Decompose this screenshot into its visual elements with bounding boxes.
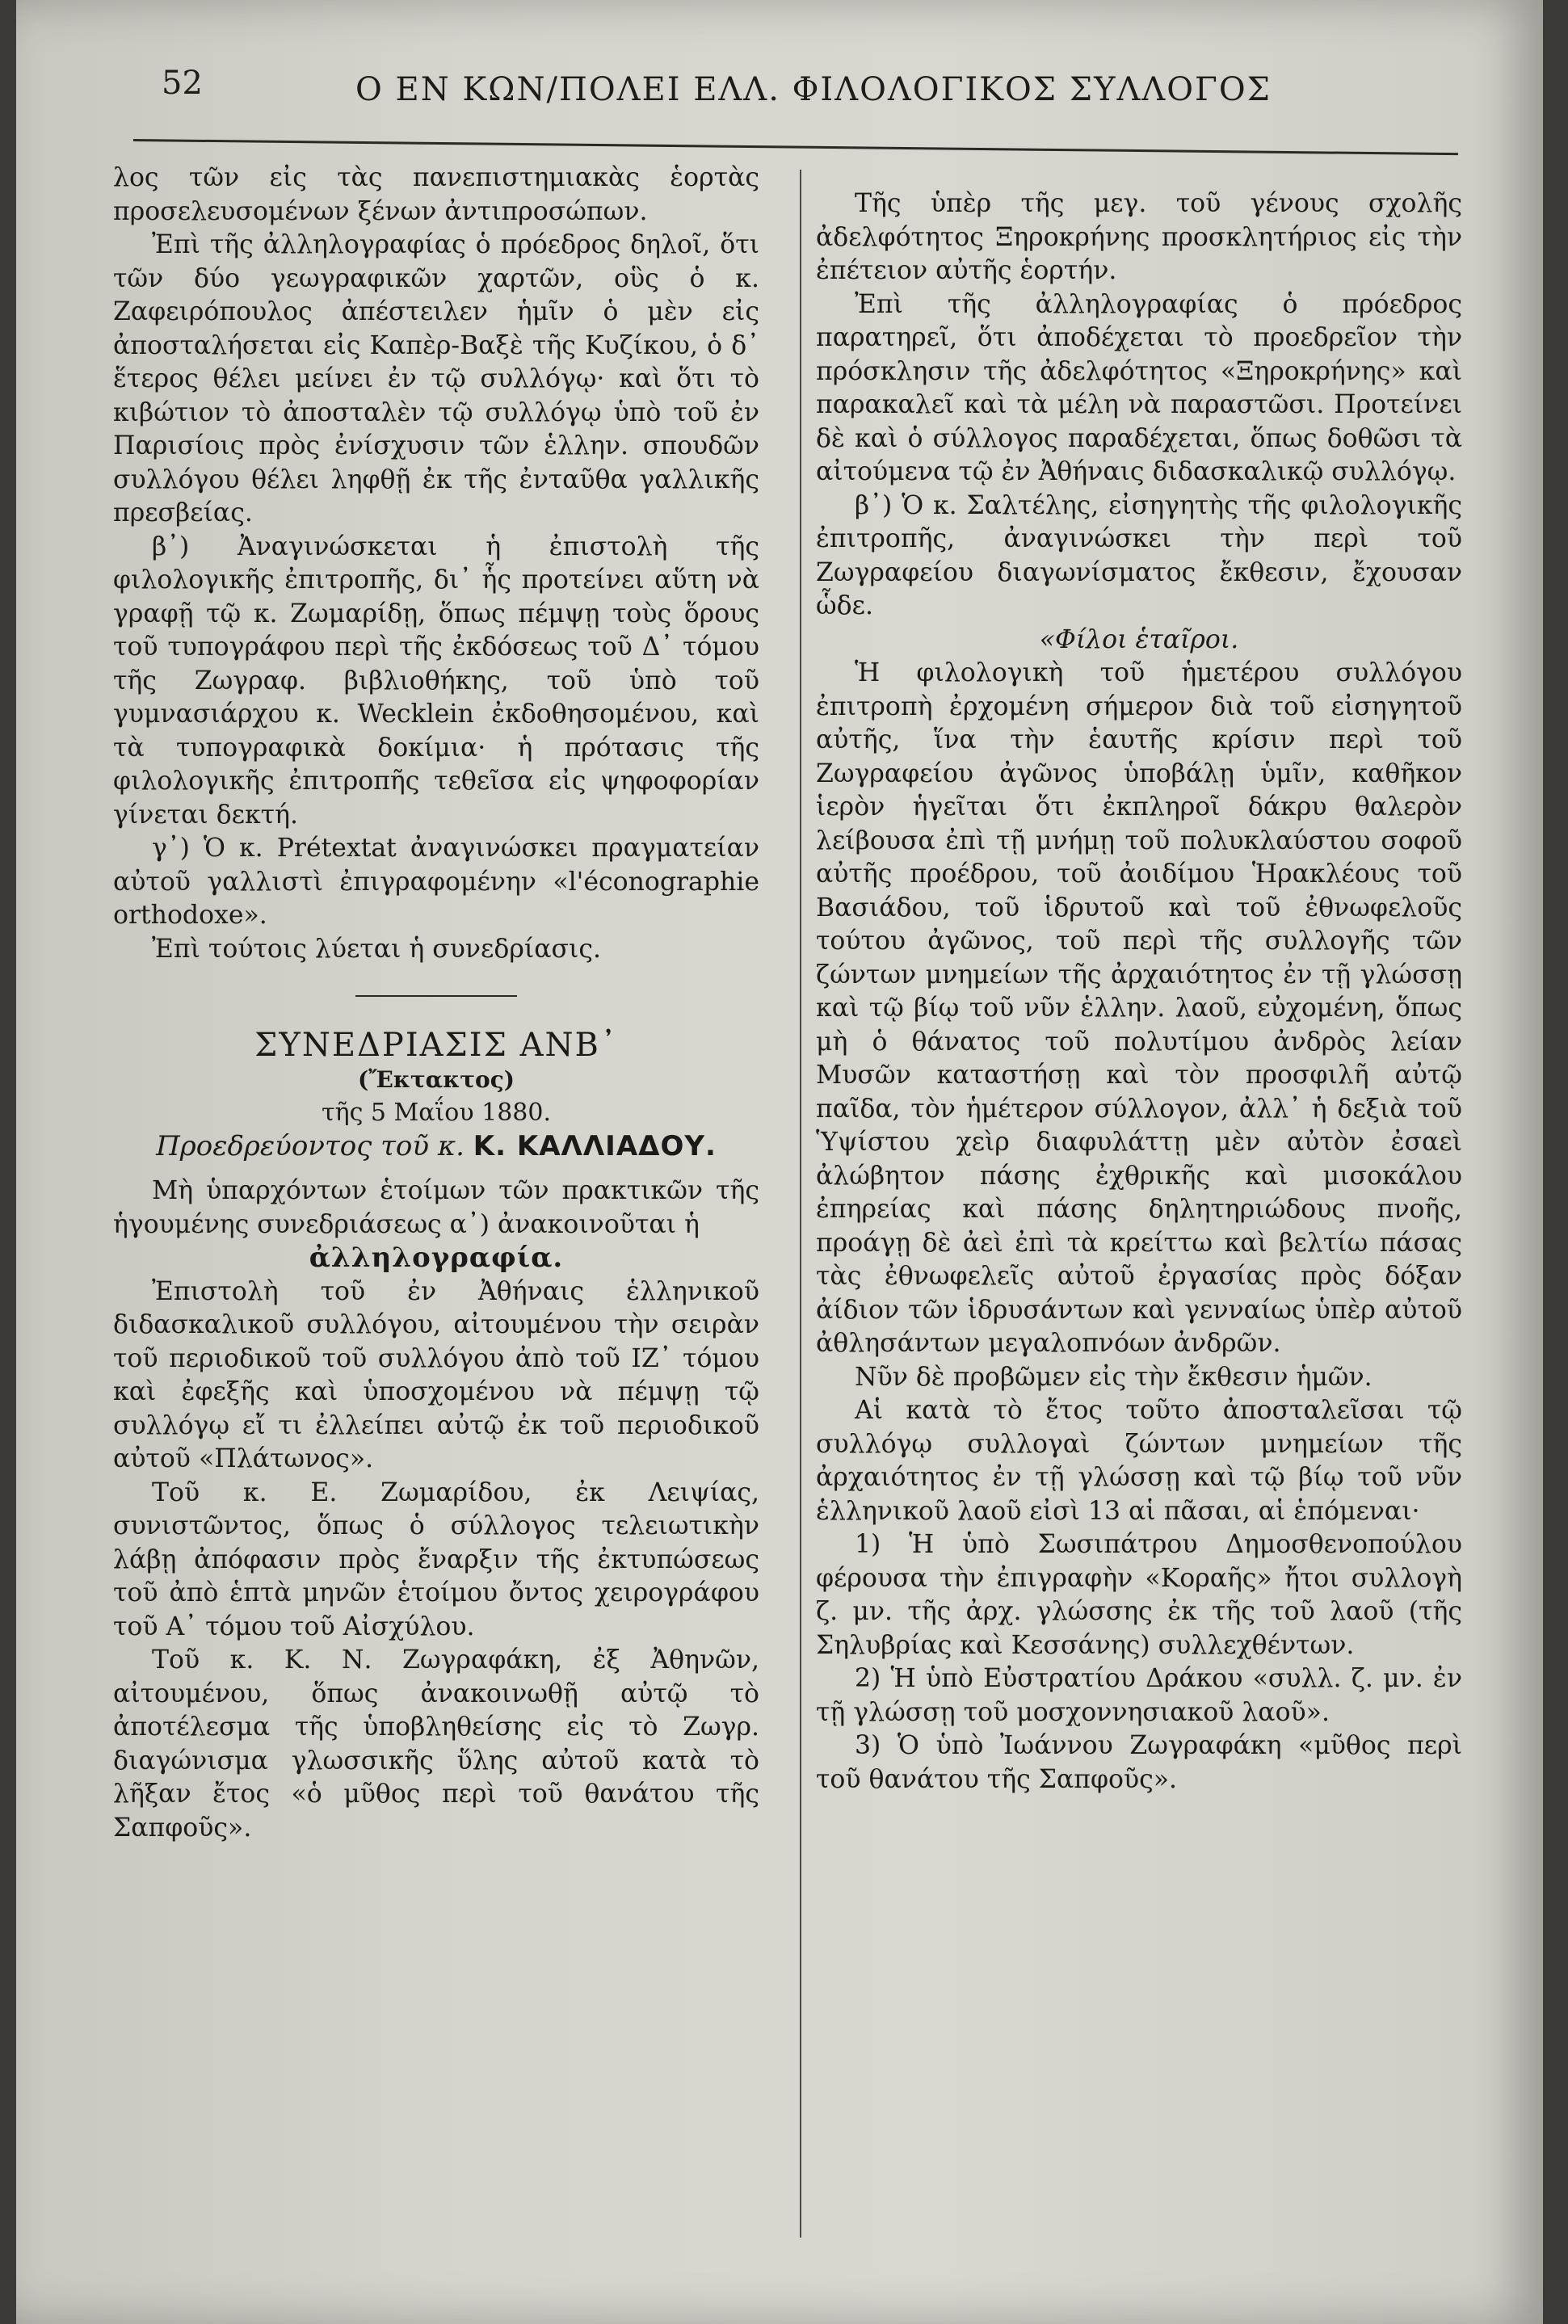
paragraph: Ἐπὶ τούτοις λύεται ἡ συνεδρίασις. (152, 934, 601, 964)
paragraph: Αἱ κατὰ τὸ ἔτος τοῦτο ἀποσταλεῖσαι τῷ συλλόγῳ συλλογαὶ ζώντων μνημείων τῆς ἀρχαιότητος ἐν τῇ γλώσσῃ καὶ τῷ βίῳ τοῦ νῦν ἑλληνικοῦ λαοῦ εἰσὶ 13 αἱ πᾶσαι, αἱ ἑπόμεναι· (816, 1396, 1462, 1526)
paragraph: Τῆς ὑπὲρ τῆς μεγ. τοῦ γένους σχολῆς ἀδελφότητος Ξηροκρήνης προσκλητήριος εἰς τὴν ἐπέτειον αὐτῆς ἑορτήν. (816, 189, 1462, 285)
paragraph: γ᾽) Ὁ κ. Prétextat ἀναγινώσκει πραγματείαν αὐτοῦ γαλλιστὶ ἐπιγραφομένην «l'éconographie orthodoxe». (113, 834, 759, 930)
paragraph: β᾽) Ἀναγινώσκεται ἡ ἐπιστολὴ τῆς φιλολογικῆς ἐπιτροπῆς, δι᾽ ἧς προτείνει αὕτη νὰ γραφῇ τῷ κ. Ζωμαρίδῃ, ὅπως πέμψῃ τοὺς ὅρους τοῦ τυπογράφου περὶ τῆς ἐκδόσεως τοῦ Δ᾽ τόμου τῆς Ζωγραφ. βιβλιοθήκης, τοῦ ὑπὸ τοῦ γυμνασιάρχου κ. Wecklein ἐκδοθησομένου, καὶ τὰ τυπογραφικὰ δοκίμια· ἡ πρότασις τῆς φιλολογικῆς ἐπιτροπῆς τεθεῖσα εἰς ψηφοφορίαν γίνεται δεκτή. (113, 532, 759, 830)
paragraph: Τοῦ κ. Κ. Ν. Ζωγραφάκη, ἐξ Ἀθηνῶν, αἰτουμένου, ὅπως ἀνακοινωθῇ αὐτῷ τὸ ἀποτέλεσμα τῆς ὑποβληθείσης εἰς τὸ Ζωγρ. διαγώνισμα γλωσσικῆς ὕλης αὐτοῦ κατὰ τὸ λῆξαν ἔτος «ὁ μῦθος περὶ τοῦ θανάτου τῆς Σαπφοῦς». (113, 1645, 759, 1843)
running-title: Ο ΕΝ ΚΩΝ/ΠΟΛΕΙ ΕΛΛ. ΦΙΛΟΛΟΓΙΚΟΣ ΣΥΛΛΟΓΟΣ (355, 71, 1272, 108)
list-item: 3) Ὁ ὑπὸ Ἰωάννου Ζωγραφάκη «μῦθος περὶ τοῦ θανάτου τῆς Σαπφοῦς». (816, 1731, 1462, 1794)
section-date: τῆς 5 Μαΐου 1880. (322, 1099, 551, 1127)
paragraph: Νῦν δὲ προβῶμεν εἰς τὴν ἔκθεσιν ἡμῶν. (855, 1362, 1373, 1392)
section-subtitle: (Ἔκτακτος) (357, 1065, 515, 1093)
paragraph: β᾽) Ὁ κ. Σαλτέλης, εἰσηγητὴς τῆς φιλολογικῆς ἐπιτροπῆς, ἀναγινώσκει τὴν περὶ τοῦ Ζωγραφείου διαγωνίσματος ἔκθεσιν, ἔχουσαν ὧδε. (816, 490, 1462, 620)
paragraph: Ἡ φιλολογικὴ τοῦ ἡμετέρου συλλόγου ἐπιτροπὴ ἐρχομένη σήμερον διὰ τοῦ εἰσηγητοῦ αὐτῆς, ἵνα τὴν ἑαυτῆς κρίσιν περὶ τοῦ Ζωγραφείου ἀγῶνος ὑποβάλῃ ὑμῖν, καθῆκον ἱερὸν ἡγεῖται ὅτι ἐκπληροῖ δάκρυ θαλερὸν λείβουσα ἐπὶ τῇ μνήμῃ τοῦ πολυκλαύστου σοφοῦ αὐτῆς προέδρου, τοῦ ἀοιδίμου Ἡρακλέους τοῦ Βασιάδου, τοῦ ἱδρυτοῦ καὶ τοῦ ἐθνωφελοῦς τούτου ἀγῶνος, τοῦ περὶ τῆς συλλογῆς τῶν ζώντων μνημείων τῆς ἀρχαιότητος ἐν τῇ γλώσσῃ καὶ τῷ βίῳ τοῦ νῦν ἑλλην. λαοῦ, εὐχομένη, ὅπως μὴ ὁ θάνατος τοῦ πολυτίμου ἀνδρὸς λείαν Μυσῶν καταστήσῃ καὶ τὸν προσφιλῆ αὐτῷ παῖδα, τὸν ἡμέτερον σύλλογον, ἀλλ᾽ ἡ δεξιὰ τοῦ Ὑψίστου χεὶρ διαφυλάττῃ μὲν αὐτὸν ἐσαεὶ ἀλώβητον πάσης ἐχθρικῆς καὶ μισοκάλου ἐπηρείας καὶ πάσης δηλητηριώδους πνοῆς, προάγῃ δὲ ἀεὶ ἐπὶ τὰ κρείττω καὶ βελτίω πάσας τὰς ἐθνωφελεῖς αὐτοῦ ἐργασίας πρὸς δόξαν ἀίδιον τῶν ἱδρυσάντων καὶ γενναίως ὑπὲρ αὐτοῦ ἀθλησάντων μεγαλοπνόων ἀνδρῶν. (816, 658, 1462, 1358)
column-divider (800, 170, 801, 2238)
list-item: 1) Ἡ ὑπὸ Σωσιπάτρου Δημοσθενοπούλου φέρουσα τὴν ἐπιγραφὴν «Κοραῆς» ἤτοι συλλογὴ ζ. μν. τῆς ἀρχ. γλώσσης ἐκ τῆς τοῦ λαοῦ (τῆς Σηλυβρίας καὶ Κεσσάνης) συλλεχθέντων. (816, 1530, 1462, 1660)
president-label: Προεδρεύοντος τοῦ κ. (156, 1129, 465, 1162)
paragraph: Τοῦ κ. Ε. Ζωμαρίδου, ἐκ Λειψίας, συνιστῶντος, ὅπως ὁ σύλλογος τελειωτικὴν λάβῃ ἀπόφασιν πρὸς ἔναρξιν τῆς ἐκτυπώσεως τοῦ ἀπὸ ἑπτὰ μηνῶν ἑτοίμου ὄντος χειρογράφου τοῦ Α᾽ τόμου τοῦ Αἰσχύλου. (113, 1477, 759, 1641)
section-title: ΣΥΝΕΔΡΙΑΣΙΣ ΑΝΒ᾽ (254, 1027, 618, 1064)
running-header (162, 65, 1309, 129)
paragraph: λος τῶν εἰς τὰς πανεπιστημιακὰς ἑορτὰς προσελευσομένων ξένων ἀντιπροσώπων. (113, 163, 759, 226)
paragraph: Ἐπιστολὴ τοῦ ἐν Ἀθήναις ἑλληνικοῦ διδασκαλικοῦ συλλόγου, αἰτουμένου τὴν σειρὰν τοῦ περιοδικοῦ τοῦ συλλόγου ἀπὸ τοῦ ΙΖ᾽ τόμου καὶ ἐφεξῆς καὶ ὑποσχομένου νὰ πέμψῃ τῷ συλλόγῳ εἴ τι ἐλλείπει αὐτῷ ἐκ τοῦ περιοδικοῦ αὐτοῦ «Πλάτωνος». (113, 1276, 759, 1473)
section-divider (355, 995, 517, 997)
paragraph: Ἐπὶ τῆς ἀλληλογραφίας ὁ πρόεδρος δηλοῖ, ὅτι τῶν δύο γεωγραφικῶν χαρτῶν, οὓς ὁ κ. Ζαφειρόπουλος ἀπέστειλεν ἡμῖν ὁ μὲν εἰς ἀποσταλήσεται εἰς Καπὲρ-Βαξὲ τῆς Κυζίκου, ὁ δ᾽ ἕτερος θέλει μείνει ἐν τῷ συλλόγῳ· καὶ ὅτι τὸ κιβώτιον τὸ ἀποσταλὲν τῷ συλλόγῳ ὑπὸ τοῦ ἐν Παρισίοις πρὸς ἐνίσχυσιν τῶν ἑλλην. σπουδῶν συλλόγου θέλει ληφθῇ ἐκ τῆς ἐνταῦθα γαλλικῆς πρεσβείας. (113, 230, 759, 527)
paragraph: Ἐπὶ τῆς ἀλληλογραφίας ὁ πρόεδρος παρατηρεῖ, ὅτι ἀποδέχεται τὸ προεδρεῖον τὴν πρόσκλησιν τῆς ἀδελφότητος «Ξηροκρήνης» καὶ παρακαλεῖ καὶ τὰ μέλη νὰ παραστῶσι. Προτείνει δὲ καὶ ὁ σύλλογος παραδέχεται, ὅπως δοθῶσι τὰ αἰτούμενα τῷ ἐν Ἀθήναις διδασκαλικῷ συλλόγῳ. (816, 289, 1462, 486)
president-name: Κ. ΚΑΛΛΙΑΔΟΥ. (473, 1129, 717, 1162)
subheading: ἀλληλογραφία. (309, 1242, 564, 1274)
right-column (816, 187, 1462, 1797)
salutation: «Φίλοι ἑταῖροι. (1039, 624, 1239, 654)
left-column (113, 162, 759, 1845)
page-number: 52 (162, 65, 203, 102)
list-item: 2) Ἡ ὑπὸ Εὐστρατίου Δράκου «συλλ. ζ. μν. ἐν τῇ γλώσσῃ τοῦ μοσχοννησιακοῦ λαοῦ». (816, 1664, 1462, 1727)
paragraph: Μὴ ὑπαρχόντων ἑτοίμων τῶν πρακτικῶν τῆς ἡγουμένης συνεδριάσεως α᾽) ἀνακοινοῦται ἡ (113, 1176, 759, 1239)
section-president (113, 1130, 759, 1164)
